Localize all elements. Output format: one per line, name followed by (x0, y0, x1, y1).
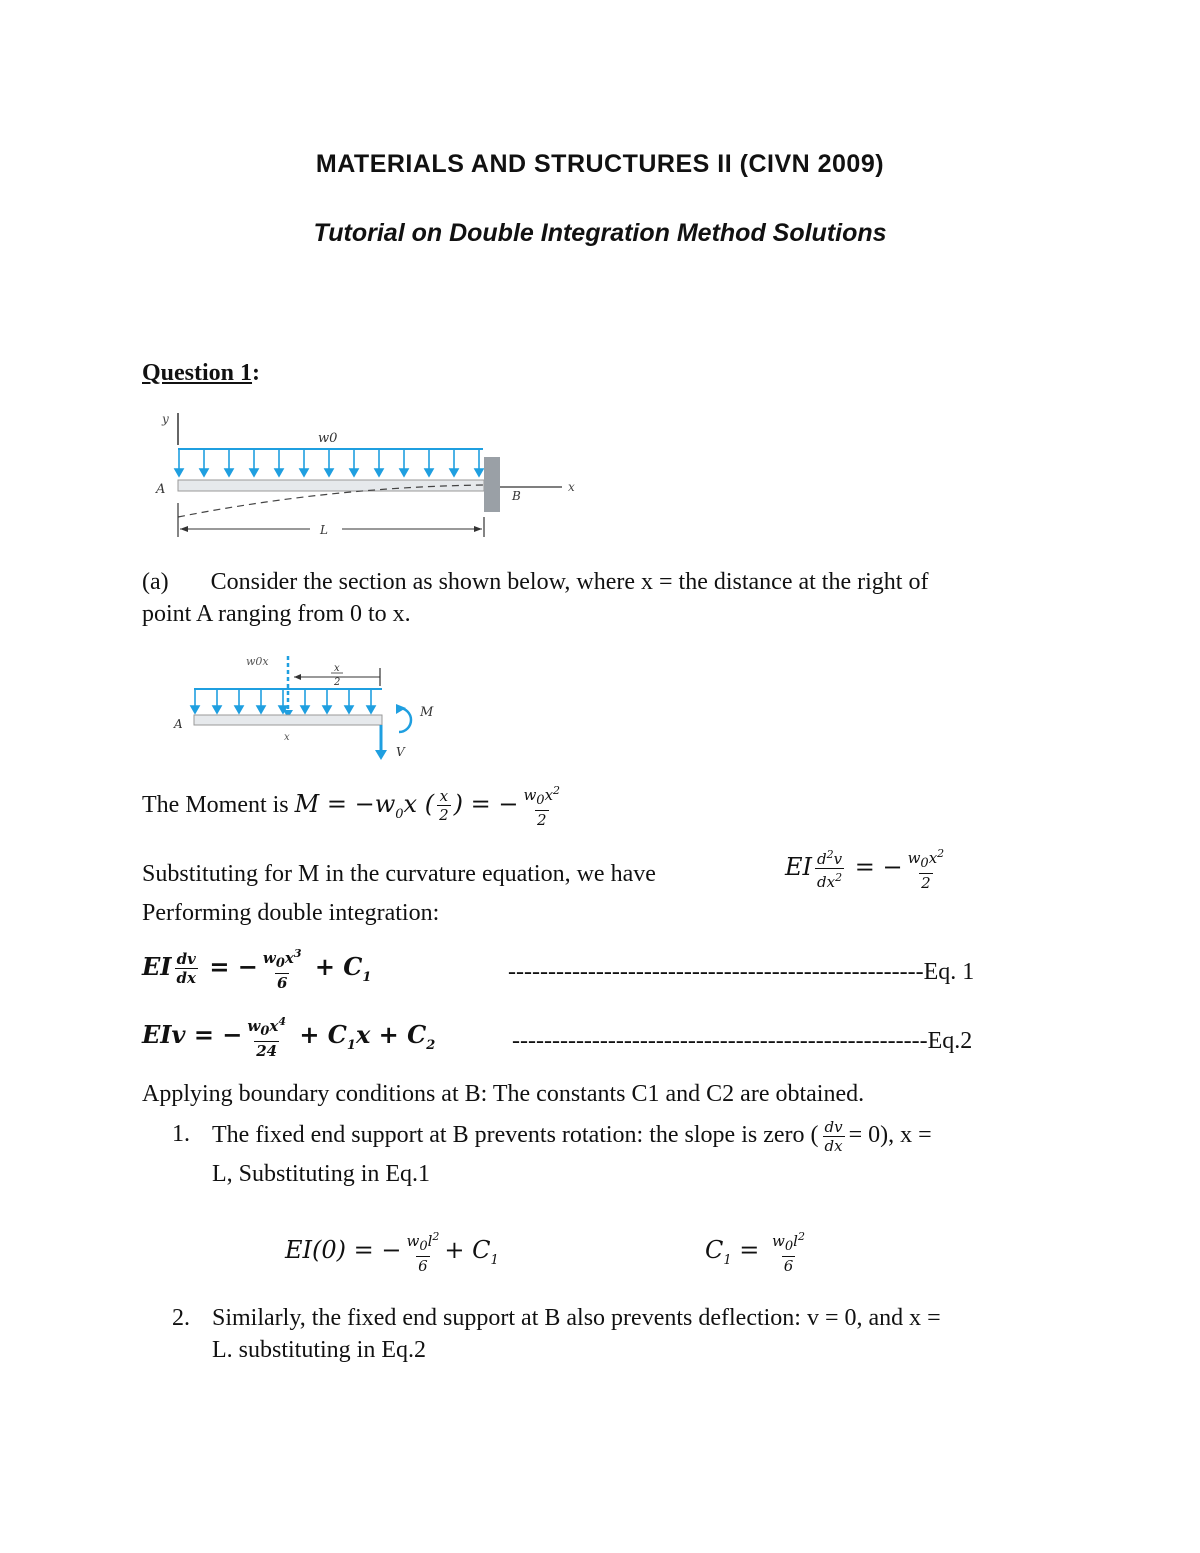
moment-equation: $M = -w_0x$ ( $\frac{x}{2}$ ) = − $\frac{w0x^2}{2}$ (294, 784, 561, 829)
part-a-line2: point A ranging from 0 to x. (142, 601, 411, 627)
section-point-a: A (174, 717, 183, 731)
item-1-line1b: = 0), x = (848, 1122, 932, 1149)
moment-arrow (399, 708, 411, 732)
point-a-label: A (156, 482, 166, 497)
document-title: MATERIALS AND STRUCTURES II (CIVN 2009) (315, 150, 885, 178)
moment-equation-line (142, 782, 565, 831)
integration-text: Performing double integration: (142, 900, 440, 926)
equation-1: EI $\frac{dv}{dx}$ = − $\frac{w0x^3}{6}$ + $C_1$ (142, 947, 372, 992)
equation-1-tag: Eq. 1 (923, 959, 975, 985)
equation-1-tag-line: ----------------------------------------------------Eq. 1 (508, 959, 975, 985)
item-2-number: 2. (172, 1305, 190, 1331)
slope-equation: EI(0) = − $\frac{w0l^2}{6}$ + $C_1$ (285, 1230, 499, 1275)
part-a-text (142, 566, 1072, 630)
half-den: 2 (334, 677, 341, 688)
equation-2: EIv = − $\frac{w0x^4}{24}$ + $C_1x + C_2$ (142, 1015, 436, 1060)
boundary-intro: Applying boundary conditions at B: The constants C1 and C2 are obtained. (142, 1081, 865, 1107)
half-num: x (334, 663, 340, 674)
cantilever-beam-figure (150, 405, 600, 545)
section-beam (194, 715, 382, 725)
section-load-arrows (191, 689, 375, 713)
load-arrows (175, 449, 483, 476)
beam-body (178, 480, 484, 491)
moment-prefix: The Moment is (142, 792, 289, 818)
length-label: L (320, 523, 328, 537)
document-subtitle: Tutorial on Double Integration Method Solutions (313, 219, 887, 247)
part-a-line1: Consider the section as shown below, where x = the distance at the right of (210, 569, 929, 595)
dim-arrow-left (180, 526, 188, 532)
shear-label: V (396, 745, 405, 759)
dim-arrow-right (474, 526, 482, 532)
equation-2-tag-line: ----------------------------------------------------Eq.2 (512, 1028, 973, 1054)
question-heading (142, 360, 260, 387)
c1-solution: $C_1$ = $\frac{w0l^2}{6}$ (705, 1230, 805, 1275)
y-axis-label: y (162, 412, 169, 426)
section-x-label: x (284, 732, 290, 743)
x-axis-label: x (568, 480, 575, 494)
item-1-line1: The fixed end support at B prevents rotation: the slope is zero ( $\frac{dv}{dx}$ = 0), x = (212, 1118, 932, 1155)
equation-2-tag: Eq.2 (927, 1028, 973, 1054)
item-2-line2: L. substituting in Eq.2 (212, 1337, 427, 1363)
part-a-marker: (a) (142, 569, 169, 595)
item-2-line1: Similarly, the fixed end support at B also prevents deflection: v = 0, and x = (212, 1305, 941, 1331)
moment-label: M (420, 705, 434, 720)
curvature-equation: EI $\frac{d^2v}{dx^2}$ = − $\frac{w0x^2}{2}$ (785, 847, 945, 892)
section-free-body-figure (170, 648, 460, 768)
question-colon: : (252, 360, 261, 386)
resultant-label: w0x (246, 655, 269, 668)
question-label: Question 1 (142, 360, 253, 386)
item-1-line2: L, Substituting in Eq.1 (212, 1161, 431, 1187)
item-1-line1a: The fixed end support at B prevents rotation: the slope is zero ( (212, 1122, 819, 1149)
item-1-number: 1. (172, 1121, 190, 1147)
fixed-support-wall (484, 457, 500, 512)
load-label: w0 (318, 431, 338, 446)
curvature-text: Substituting for M in the curvature equation, we have (142, 861, 656, 887)
point-b-label: B (512, 489, 521, 503)
